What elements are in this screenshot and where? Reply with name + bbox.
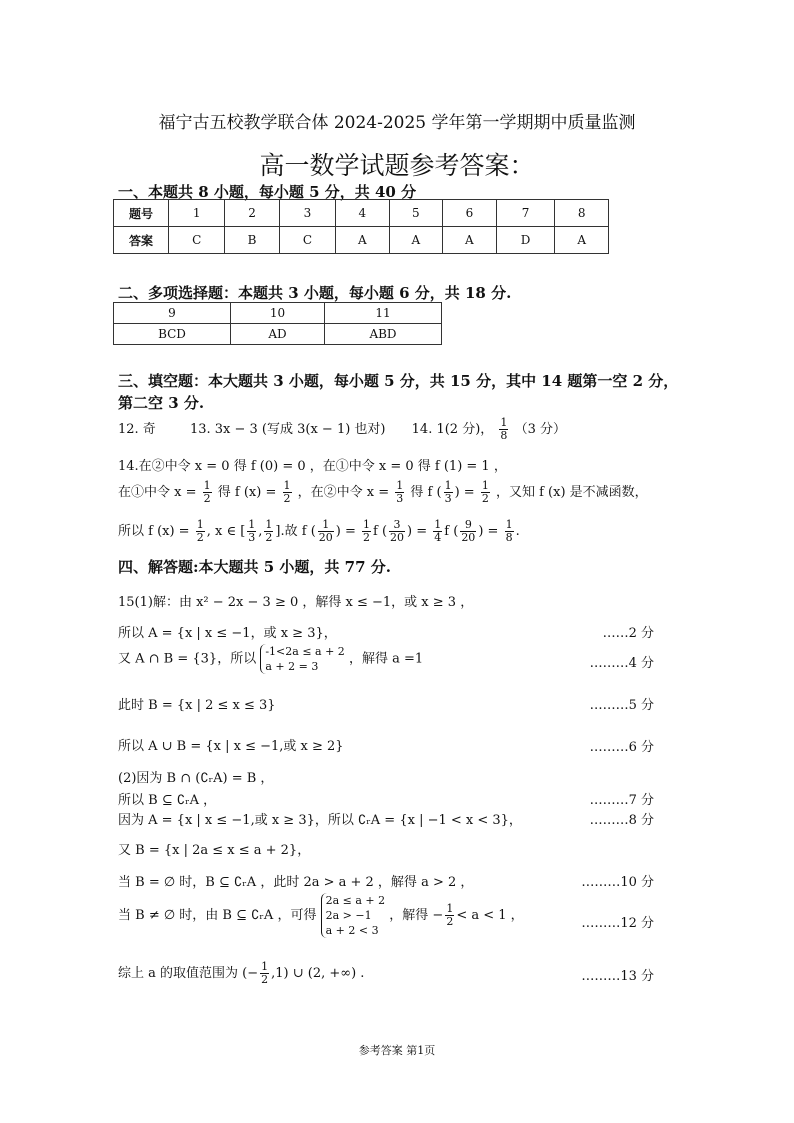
table-cell: A: [336, 227, 390, 254]
explain-line-3: 所以 f (x) = $\frac{1}{2}$ , x ∈ [ $\frac{1}{3}$ , $\frac{1}{2}$ ].故 f ( $\frac{1}{20}$ ) = $\frac{1}{2}$ f ( $\frac{3}{20}$ ) = $\frac{1}{4}$ f ( $\frac{9}{20}$ ) = $\frac{1}{8}$ .: [118, 518, 520, 544]
fraction: $\frac{1}{4}$: [434, 518, 442, 544]
solution-line-4: 此时 B = {x | 2 ≤ x ≤ 3}: [118, 698, 276, 713]
answer-12: 12. 奇: [118, 422, 156, 437]
solution-line-12: 综上 a 的取值范围为 (− $\frac{1}{2}$ ,1) ∪ (2, +∞) .: [118, 960, 365, 986]
solution-line-3: 又 A ∩ B = {3}，所以 -1<2a ≤ a + 2 a + 2 = 3 ，解得 a =1: [118, 645, 424, 673]
table-cell: 4: [336, 200, 390, 227]
table-cell: BCD: [114, 324, 231, 345]
table-cell: 7: [496, 200, 555, 227]
fraction: $\frac{1}{3}$: [396, 479, 404, 505]
table-cell: 5: [389, 200, 443, 227]
fill-answers-line: [118, 417, 566, 442]
fraction: $\frac{1}{2}$: [446, 902, 454, 928]
fraction: $\frac{1}{2}$: [203, 479, 211, 505]
score-mark: ………13 分: [581, 969, 654, 984]
solution-line-5: 所以 A ∪ B = {x | x ≤ −1,或 x ≥ 2}: [118, 739, 344, 754]
table-cell: 6: [443, 200, 497, 227]
solution-line-2: 所以 A = {x | x ≤ −1，或 x ≥ 3}，: [118, 626, 337, 641]
fraction: $\frac{3}{20}$: [390, 518, 405, 544]
fraction: $\frac{9}{20}$: [461, 518, 476, 544]
fraction: $\frac{1}{8}$: [500, 416, 508, 442]
table-cell: 答案: [114, 227, 169, 254]
score-mark: ………6 分: [589, 740, 654, 755]
equation-system: -1<2a ≤ a + 2 a + 2 = 3: [260, 644, 344, 674]
table-cell: C: [279, 227, 335, 254]
fraction: $\frac{1}{3}$: [444, 479, 452, 505]
answer-table-1: [113, 199, 609, 254]
answer-14: 14. 1(2 分)，: [411, 422, 494, 437]
answer-table-2: [113, 302, 442, 345]
fraction: $\frac{1}{2}$: [283, 479, 291, 505]
solution-line-7: 所以 B ⊆ ∁ᵣA ，: [118, 793, 217, 808]
score-mark: ………4 分: [589, 656, 654, 671]
table-cell: 题号: [114, 200, 169, 227]
table-cell: D: [496, 227, 555, 254]
solution-line-8: 因为 A = {x | x ≤ −1,或 x ≥ 3}，所以 ∁ᵣA = {x | −1 < x < 3}，: [118, 813, 522, 828]
answer-14-tail: （3 分）: [514, 422, 566, 437]
table-cell: 11: [325, 303, 442, 324]
explain-line-2: 在①中令 x = $\frac{1}{2}$ 得 f (x) = $\frac{1}{2}$ ，在②中令 x = $\frac{1}{3}$ 得 f ( $\frac{1}{3}$ ) = $\frac{1}{2}$ ，又知 f (x) 是不减函数，: [118, 479, 648, 505]
table-cell: AD: [231, 324, 325, 345]
table-cell: A: [443, 227, 497, 254]
solution-line-10: 当 B = ∅ 时，B ⊆ ∁ᵣA ，此时 2a > a + 2 ，解得 a > 2 ，: [118, 875, 474, 890]
score-mark: ………12 分: [581, 916, 654, 931]
table-row: [114, 324, 442, 345]
solution-line-9: 又 B = {x | 2a ≤ x ≤ a + 2}，: [118, 843, 311, 858]
table-cell: 8: [555, 200, 609, 227]
section3-heading-1: 三、填空题：本大题共 3 小题，每小题 5 分，共 15 分，其中 14 题第一空 2 分，: [118, 372, 679, 390]
table-cell: A: [389, 227, 443, 254]
table-cell: 9: [114, 303, 231, 324]
score-mark: ……2 分: [602, 626, 654, 641]
solution-line-1: 15(1)解：由 x² − 2x − 3 ≥ 0 ，解得 x ≤ −1，或 x ≥ 3 ，: [118, 595, 474, 610]
table-row: [114, 200, 609, 227]
table-cell: 3: [279, 200, 335, 227]
fraction: $\frac{1}{2}$: [481, 479, 489, 505]
score-mark: ………7 分: [589, 793, 654, 808]
table-cell: 2: [225, 200, 279, 227]
fraction: $\frac{1}{2}$: [363, 518, 371, 544]
score-mark: ………10 分: [581, 875, 654, 890]
answer-13: 13. 3x − 3 (写成 3(x − 1) 也对): [189, 422, 386, 437]
table-cell: ABD: [325, 324, 442, 345]
equation-system: 2a ≤ a + 2 2a > −1 a + 2 < 3: [321, 893, 386, 938]
solution-line-6: (2)因为 B ∩ (∁ᵣA) = B ，: [118, 771, 274, 786]
table-cell: B: [225, 227, 279, 254]
table-cell: 10: [231, 303, 325, 324]
section3-heading-2: 第二空 3 分.: [118, 394, 205, 412]
section1-heading: 一、本题共 8 小题，每小题 5 分，共 40 分: [118, 183, 417, 201]
table-cell: A: [555, 227, 609, 254]
fraction: $\frac{1}{2}$: [265, 518, 273, 544]
score-mark: ………5 分: [589, 698, 654, 713]
table-cell: 1: [169, 200, 225, 227]
score-mark: ………8 分: [589, 813, 654, 828]
fraction: $\frac{1}{2}$: [196, 518, 204, 544]
fraction: $\frac{1}{8}$: [505, 518, 513, 544]
document-subtitle: 高一数学试题参考答案：: [259, 151, 535, 180]
page-footer: 参考答案 第1页: [358, 1044, 436, 1057]
explain-line-1: 14.在②中令 x = 0 得 f (0) = 0 ，在①中令 x = 0 得 f (1) = 1 ，: [118, 459, 507, 474]
fraction: $\frac{1}{3}$: [248, 518, 256, 544]
fraction: $\frac{1}{20}$: [318, 518, 333, 544]
section4-heading: 四、解答题:本大题共 5 小题，共 77 分.: [118, 558, 391, 576]
fraction: $\frac{1}{2}$: [261, 960, 269, 986]
document-title: 福宁古五校教学联合体 2024-2025 学年第一学期期中质量监测: [158, 113, 636, 133]
solution-line-11: 当 B ≠ ∅ 时，由 B ⊆ ∁ᵣA ，可得 2a ≤ a + 2 2a > −1 a + 2 < 3 ，解得 − $\frac{1}{2}$ < a < 1 ，: [118, 894, 524, 937]
table-row: [114, 227, 609, 254]
table-row: [114, 303, 442, 324]
section2-heading: 二、多项选择题：本题共 3 小题，每小题 6 分，共 18 分.: [118, 284, 512, 302]
table-cell: C: [169, 227, 225, 254]
